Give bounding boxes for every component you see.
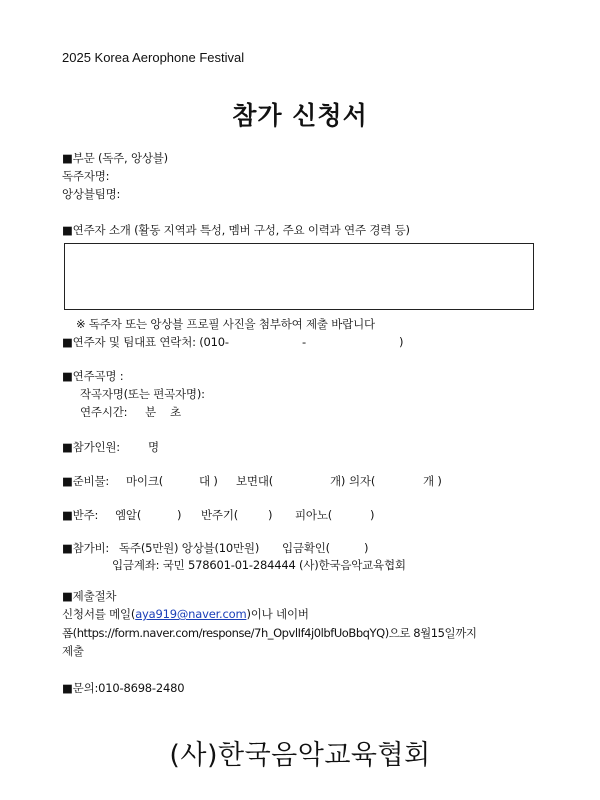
ensemble-name-label: 앙상블팀명:	[62, 187, 121, 201]
submission-line1-pre: 신청서를 메일(	[62, 607, 136, 621]
contact-label: ■연주자 및 팀대표 연락처: (010-	[62, 335, 229, 349]
duration-minutes: 분	[145, 405, 156, 419]
organization-name: (사)한국음악교육협회	[169, 740, 431, 771]
accompaniment-piano-close: )	[370, 508, 375, 522]
submission-heading: ■제출절차	[62, 589, 117, 603]
fee-label: ■참가비:	[62, 541, 110, 555]
accompaniment-mr: 엠알(	[115, 508, 142, 522]
duration-label: 연주시간:	[80, 405, 128, 419]
equipment-chair-unit: 개 )	[423, 474, 442, 488]
accompaniment-player: 반주기(	[201, 508, 239, 522]
deposit-account: 입금계좌: 국민 578601-01-284444 (사)한국음악교육협회	[112, 558, 406, 572]
equipment-stand-unit: 개)	[330, 474, 346, 488]
form-title: 참가 신청서	[232, 101, 368, 130]
submission-line2: 폼(https://form.naver.com/response/7h_OpvlIf4j0lbfUoBbqYQ)으로 8월15일까지	[62, 626, 477, 640]
equipment-chair: 의자(	[349, 474, 376, 488]
intro-text-box[interactable]	[64, 243, 534, 310]
accompaniment-mr-close: )	[177, 508, 182, 522]
submission-line3: 제출	[62, 644, 84, 658]
composer-label: 작곡자명(또는 편곡자명):	[80, 387, 205, 401]
fee-amounts: 독주(5만원) 앙상블(10만원)	[119, 541, 260, 555]
equipment-mic-unit: 대 )	[199, 474, 218, 488]
submission-line1	[62, 606, 309, 622]
contact-dash: -	[302, 335, 306, 349]
equipment-mic: 마이크(	[126, 474, 164, 488]
equipment-stand: 보면대(	[236, 474, 274, 488]
festival-title: 2025 Korea Aerophone Festival	[62, 50, 245, 65]
piece-heading: ■연주곡명 :	[62, 369, 124, 383]
inquiry-contact: ■문의:010-8698-2480	[62, 681, 185, 695]
accompaniment-piano: 피아노(	[295, 508, 333, 522]
intro-heading: ■연주자 소개 (활동 지역과 특성, 멤버 구성, 주요 이력과 연주 경력 등)	[62, 223, 410, 237]
submission-line1-post: )이나 네이버	[246, 607, 309, 621]
solo-name-label: 독주자명:	[62, 169, 110, 183]
participants-label: ■참가인원:	[62, 440, 120, 454]
participants-unit: 명	[148, 440, 159, 454]
deposit-check: 입금확인(	[282, 541, 330, 555]
accompaniment-label: ■반주:	[62, 508, 99, 522]
deposit-check-close: )	[364, 541, 369, 555]
email-link[interactable]: aya919@naver.com	[135, 607, 247, 621]
contact-close: )	[399, 335, 404, 349]
photo-note: ※ 독주자 또는 앙상블 프로필 사진을 첨부하여 제출 바랍니다	[76, 317, 375, 331]
duration-seconds: 초	[170, 405, 181, 419]
division-heading: ■부문 (독주, 앙상블)	[62, 151, 168, 165]
accompaniment-player-close: )	[268, 508, 273, 522]
equipment-label: ■준비물:	[62, 474, 110, 488]
